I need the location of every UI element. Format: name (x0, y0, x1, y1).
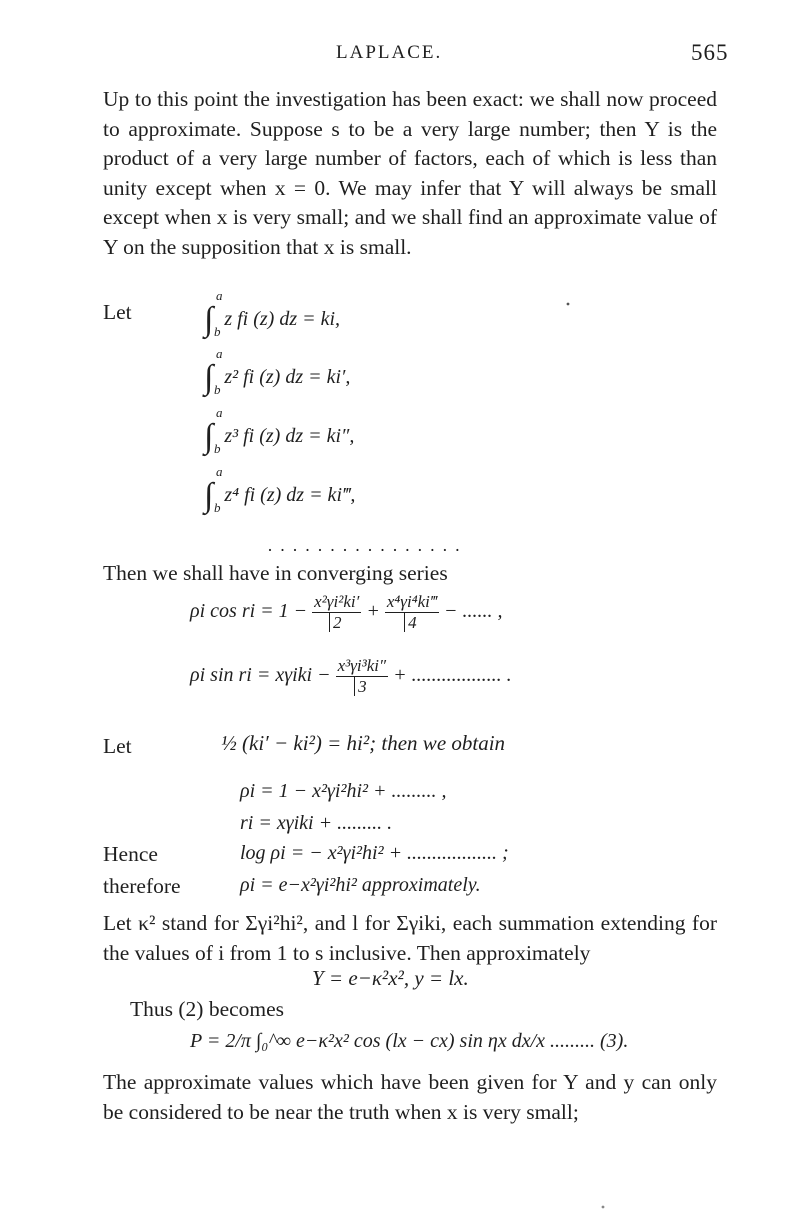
series-cos-term-2: $\frac{\text{x⁴γi⁴ki‴}}{4}$ (386, 592, 438, 632)
label-let-2: Let (103, 734, 132, 758)
series-cos-term-1: $\frac{\text{x²γi²ki′}}{2}$ (314, 592, 360, 632)
exp-eq: ρi = e−x²γi²hi² approximately. (240, 874, 481, 896)
rho-eq: ρi = 1 − x²γi²hi² + ......... , (240, 780, 447, 802)
series-sin-term: $\frac{\text{x³γi³ki″}}{3}$ (337, 656, 387, 696)
series-cos-tail: − ...... , (444, 600, 503, 623)
label-let-1: Let (103, 300, 132, 324)
series-cos-eq: ρi cos ri = 1 − $\frac{\text{x²γi²ki′}}{2}$ + $\frac{\text{x⁴γi⁴ki‴}}{4}$ − ...... , (190, 592, 503, 632)
stray-ink-mark-2 (602, 1206, 605, 1209)
series-sin-tail: + .................. . (393, 664, 512, 687)
integral-eq-3: ∫ a b z³ fi (z) dz = ki″, (204, 405, 355, 456)
integral-eq-3-body: z³ fi (z) dz = ki″, (224, 425, 355, 447)
Y-eq: Y = e−κ²x², y = lx. (312, 966, 469, 990)
paragraph-summation: Let κ² stand for Σγi²hi², and l for Σγiki, each summation extending for the values of i from 1 to s inclusive. Then approximately (103, 911, 717, 965)
integral-eq-4-body: z⁴ fi (z) dz = ki‴, (224, 484, 356, 506)
label-therefore: therefore (103, 874, 181, 898)
P-eq: P = 2/π ∫₀^∞ e−κ²x² cos (lx − cx) sin ηx dx/x ......... (3). (190, 1030, 629, 1052)
integral-eq-1-body: z fi (z) dz = ki, (224, 308, 341, 330)
integral-eq-2-body: z² fi (z) dz = ki′, (224, 366, 351, 388)
integral-eq-4: ∫ a b z⁴ fi (z) dz = ki‴, (204, 464, 356, 515)
ellipsis-row: · · · · · · · · · · · · · · · · (267, 540, 462, 560)
series-sin-lhs: ρi sin ri = xγiki − (190, 664, 331, 687)
stray-ink-mark (567, 303, 570, 306)
paragraph-intro: Up to this point the investigation has been exact: we shall now proceed to approximate. Suppose s to be a very large number; then Y is the product of a very large number of factors, each of which is less than unity except when x = 0. We may infer that Y will always be small except when x is very small; and we shall find an approximate value of Y on the supposition that x is small. (103, 87, 717, 259)
r-eq: ri = xγiki + ......... . (240, 812, 393, 834)
integral-eq-2: ∫ a b z² fi (z) dz = ki′, (204, 346, 351, 397)
label-hence: Hence (103, 842, 158, 866)
label-thus: Thus (2) becomes (130, 997, 285, 1021)
running-head-title: LAPLACE. (336, 42, 443, 63)
series-intro: Then we shall have in converging series (103, 561, 448, 585)
integral-eq-1: ∫ a b z fi (z) dz = ki, (204, 288, 341, 339)
paragraph-closing: The approximate values which have been given for Y and y can only be considered to be near the truth when x is very small; (103, 1070, 717, 1124)
log-eq: log ρi = − x²γi²hi² + .................. ; (240, 842, 509, 864)
series-cos-lhs: ρi cos ri = 1 − (190, 600, 308, 623)
half-definition-eq: ½ (ki′ − ki²) = hi²; then we obtain (221, 731, 506, 755)
page-number: 565 (691, 40, 729, 65)
